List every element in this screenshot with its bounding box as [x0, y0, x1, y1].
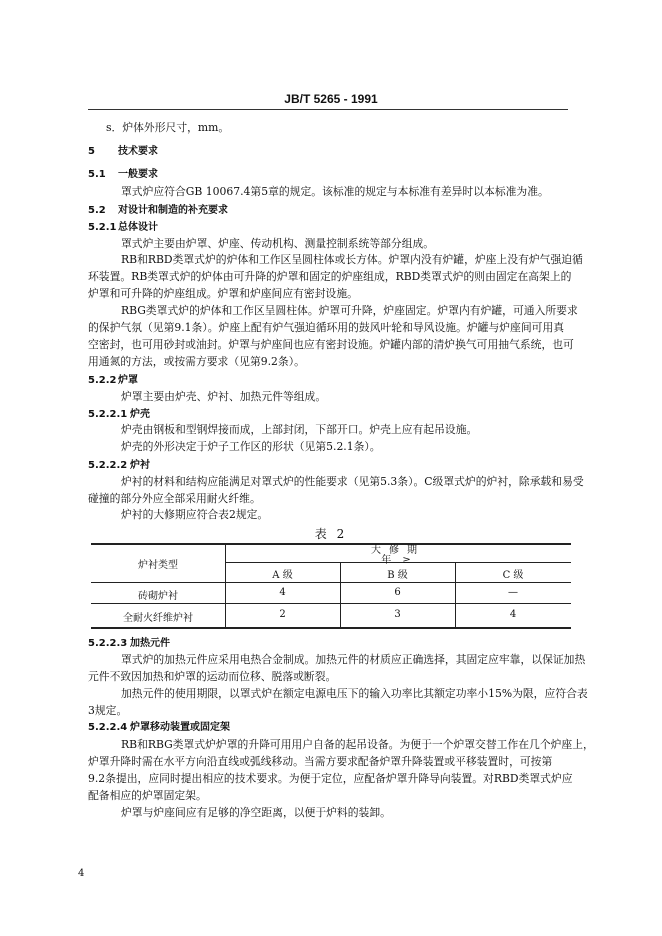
paragraph-line: 炉衬的材料和结构应能满足对罩式炉的性能要求（见第5.3条）。C级罩式炉的炉衬，除承载和易受 — [121, 475, 584, 488]
paragraph-line: 炉罩和可升降的炉座组成。炉罩和炉座间应有密封设施。 — [88, 287, 358, 300]
paragraph-line: 罩式炉的加热元件应采用电热合金制成。加热元件的材质应正确选择，其固定应牢靠，以保证加热 — [121, 653, 586, 666]
section-heading — [88, 458, 150, 473]
page-number: 4 — [78, 868, 85, 879]
paragraph-line: 空密封，也可用砂封或油封。炉罩与炉座间也应有密封设施。炉罐内部的清炉换气可用抽气系统，也可 — [88, 338, 574, 351]
section-heading — [88, 720, 230, 735]
paragraph-line: 环装置。RB类罩式炉的炉体由可升降的炉罩和固定的炉座组成，RBD类罩式炉的则由固定在高架上的 — [88, 270, 572, 283]
section-heading — [88, 167, 158, 182]
table-cell: 3 — [394, 609, 401, 620]
section-number: 5.1 — [88, 169, 106, 180]
section-title: 总体设计 — [118, 222, 158, 233]
table-2 — [91, 543, 571, 629]
section-number: 5.2.2.4 — [88, 722, 128, 733]
paragraph-line: 9.2条提出，应同时提出相应的技术要求。为便于定位，应配备炉罩升降导向装置。对RBD类罩式炉应 — [88, 772, 573, 785]
paragraph-line: 的保护气氛（见第9.1条）。炉座上配有炉气强迫循环用的鼓风叶轮和导风设施。炉罐与炉座间可用真 — [88, 321, 565, 334]
section-heading — [88, 220, 158, 235]
table-unit-header: 年 ≥ — [381, 555, 415, 566]
table-row-type: 砖砌炉衬 — [138, 591, 178, 602]
paragraph-line: 碰撞的部分外应全部采用耐火纤维。 — [88, 492, 261, 505]
table-cell: 4 — [509, 609, 517, 620]
section-number: 5 — [88, 146, 95, 157]
section-title: 炉壳 — [130, 409, 150, 420]
table-rule-row1 — [91, 603, 571, 604]
paragraph-line: RB和RBD类罩式炉的炉体和工作区呈圆柱体或长方体。炉罩内没有炉罐，炉座上没有炉气强迫循 — [121, 253, 583, 266]
paragraph-line: s．炉体外形尺寸，mm。 — [106, 121, 230, 134]
paragraph-line: 炉罩与炉座间应有足够的净空距离，以便于炉料的装卸。 — [121, 806, 391, 819]
table-span-header: 大修期 — [371, 545, 425, 556]
section-title: 加热元件 — [130, 638, 170, 649]
paragraph-line: 罩式炉主要由炉罩、炉座、传动机构、测量控制系统等部分组成。 — [121, 237, 435, 250]
section-title: 技术要求 — [118, 146, 158, 157]
section-title: 一般要求 — [118, 169, 158, 180]
section-heading — [88, 203, 228, 218]
paragraph-line: 炉罩主要由炉壳、炉衬、加热元件等组成。 — [121, 390, 327, 403]
section-heading — [88, 407, 150, 422]
paragraph-line: RB和RBG类罩式炉炉罩的升降可用用户自备的起吊设备。为便于一个炉罩交替工作在几个炉座上， — [121, 738, 594, 751]
section-number: 5.2.2.1 — [88, 409, 128, 420]
grade-b-header: B 级 — [387, 570, 408, 581]
header-rule — [88, 109, 568, 110]
table-caption: 表 2 — [314, 527, 348, 541]
section-number: 5.2.2 — [88, 375, 117, 386]
section-title: 炉衬 — [130, 460, 150, 471]
section-heading — [88, 373, 138, 388]
grade-c-header: C 级 — [502, 570, 524, 581]
section-number: 5.2.1 — [88, 222, 117, 233]
section-title: 对设计和制造的补充要求 — [118, 205, 228, 216]
paragraph-line: 3规定。 — [88, 704, 128, 717]
paragraph-line: 用通氮的方法，或按需方要求（见第9.2条）。 — [88, 355, 305, 368]
paragraph-line: 加热元件的使用期限，以罩式炉在额定电源电压下的输入功率比其额定功率小15%为限，应符合表 — [121, 687, 588, 700]
table-cell: 6 — [394, 587, 401, 598]
paragraph-line: 配备相应的炉罩固定架。 — [88, 789, 207, 802]
section-number: 5.2.2.2 — [88, 460, 128, 471]
standard-header: JB/T 5265 - 1991 — [284, 92, 378, 106]
grade-a-header: A 级 — [272, 570, 293, 581]
table-rule-bottom — [91, 627, 571, 629]
paragraph-line: 炉罩升降时需在水平方向沿直线或弧线移动。当需方要求配备炉罩升降装置或平移装置时，可按第 — [88, 755, 553, 768]
table-cell: — — [508, 587, 518, 598]
section-heading — [88, 636, 170, 651]
section-heading — [88, 144, 158, 159]
table-row-header: 炉衬类型 — [138, 560, 178, 571]
section-number: 5.2.2.3 — [88, 638, 128, 649]
paragraph-line: 元件不致因加热和炉罩的运动而位移、脱落或断裂。 — [88, 670, 337, 683]
table-cell: 2 — [279, 609, 286, 620]
section-title: 炉罩 — [118, 375, 138, 386]
table-row-type: 全耐火纤维炉衬 — [123, 613, 193, 624]
section-number: 5.2 — [88, 205, 106, 216]
table-cell: 4 — [279, 587, 286, 598]
paragraph-line: 炉壳由钢板和型钢焊接而成，上部封闭，下部开口。炉壳上应有起吊设施。 — [121, 423, 478, 436]
paragraph-line: 炉衬的大修期应符合表2规定。 — [121, 508, 269, 521]
table-rule-header — [91, 582, 571, 583]
paragraph-line: RBG类罩式炉的炉体和工作区呈圆柱体。炉罩可升降，炉座固定。炉罩内有炉罐，可通入所要求 — [121, 304, 578, 317]
paragraph-line: 炉壳的外形决定于炉子工作区的形状（见第5.2.1条）。 — [121, 440, 381, 453]
section-title: 炉罩移动装置或固定架 — [130, 722, 230, 733]
paragraph-line: 罩式炉应符合GB 10067.4第5章的规定。该标准的规定与本标准有差异时以本标准为准。 — [121, 185, 549, 198]
